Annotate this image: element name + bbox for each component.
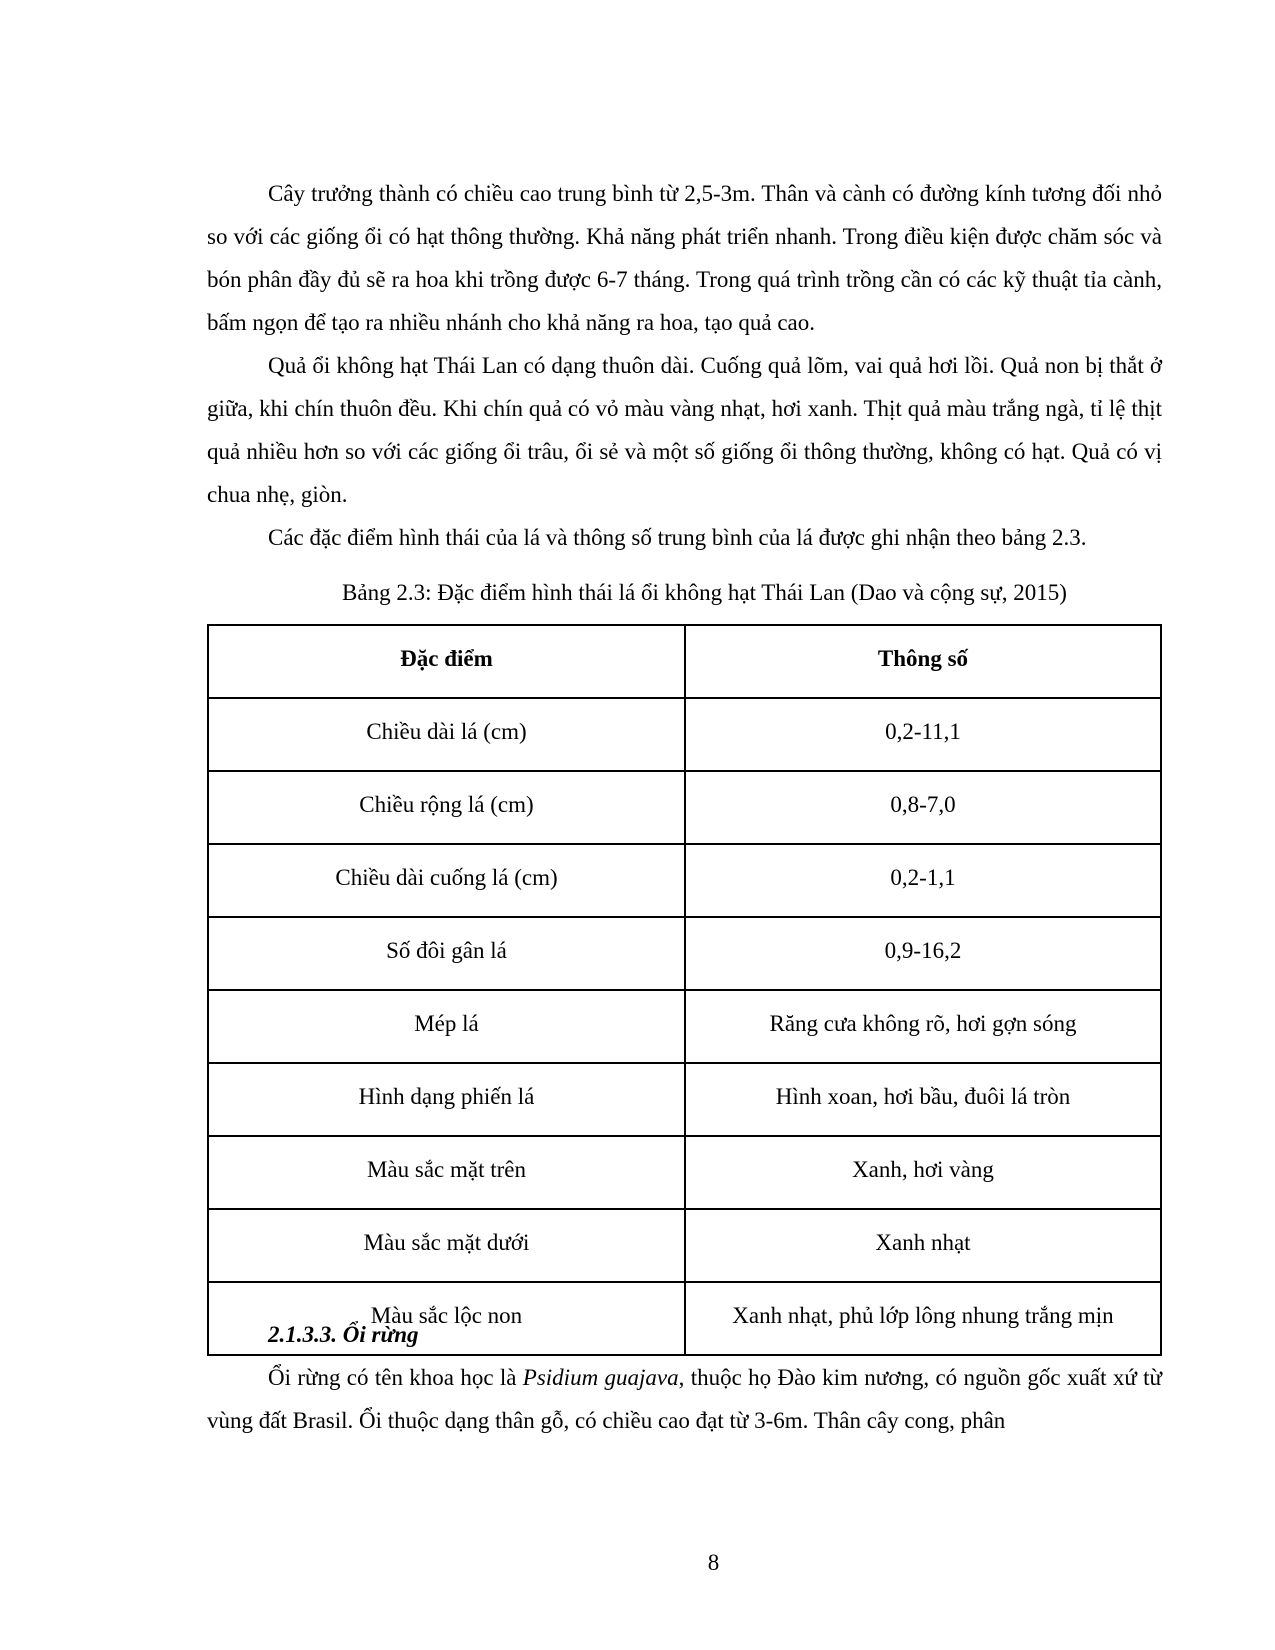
cell-characteristic: Màu sắc lộc non	[208, 1282, 685, 1355]
leaf-characteristics-table	[207, 624, 1162, 1356]
cell-parameter: Xanh nhạt	[685, 1209, 1161, 1282]
cell-parameter: 0,2-11,1	[685, 698, 1161, 771]
table-row	[208, 771, 1161, 844]
cell-parameter: Răng cưa không rõ, hơi gợn sóng	[685, 990, 1161, 1063]
paragraph-fruit-description: Quả ổi không hạt Thái Lan có dạng thuôn dài. Cuống quả lõm, vai quả hơi lồi. Quả non bị thắt ở giữa, khi chín thuôn đều. Khi chín quả có vỏ màu vàng nhạt, hơi xanh. Thịt quả màu trắng ngà, tỉ lệ thịt quả nhiều hơn so với các giống ổi trâu, ổi sẻ và một số giống ổi thông thường, không có hạt. Quả có vị chua nhẹ, giòn.	[207, 353, 1162, 507]
section-heading: 2.1.3.3. Ổi rừng	[268, 1322, 419, 1347]
cell-characteristic: Màu sắc mặt trên	[208, 1136, 685, 1209]
scientific-name: Psidium guajava	[522, 1365, 679, 1390]
column-header-parameter: Thông số	[685, 625, 1161, 698]
cell-parameter: 0,2-1,1	[685, 844, 1161, 917]
cell-characteristic: Mép lá	[208, 990, 685, 1063]
table-caption: Bảng 2.3: Đặc điểm hình thái lá ổi không hạt Thái Lan (Dao và cộng sự, 2015)	[342, 580, 1067, 605]
cell-parameter: Hình xoan, hơi bầu, đuôi lá tròn	[685, 1063, 1161, 1136]
cell-characteristic: Chiều dài lá (cm)	[208, 698, 685, 771]
cell-characteristic: Hình dạng phiến lá	[208, 1063, 685, 1136]
table-row	[208, 1063, 1161, 1136]
cell-parameter: 0,9-16,2	[685, 917, 1161, 990]
page-number: 8	[707, 1550, 720, 1575]
table-row	[208, 917, 1161, 990]
cell-parameter: 0,8-7,0	[685, 771, 1161, 844]
cell-characteristic: Chiều dài cuống lá (cm)	[208, 844, 685, 917]
cell-parameter: Xanh nhạt, phủ lớp lông nhung trắng mịn	[685, 1282, 1161, 1355]
cell-characteristic: Chiều rộng lá (cm)	[208, 771, 685, 844]
cell-parameter: Xanh, hơi vàng	[685, 1136, 1161, 1209]
column-header-characteristic: Đặc điểm	[208, 625, 685, 698]
paragraph-wild-guava: Ổi rừng có tên khoa học là Psidium guajava, thuộc họ Đào kim nương, có nguồn gốc xuất xứ từ vùng đất Brasil. Ổi thuộc dạng thân gỗ, có chiều cao đạt từ 3-6m. Thân cây cong, phân	[207, 1365, 1162, 1433]
table-row	[208, 844, 1161, 917]
table-row	[208, 698, 1161, 771]
cell-characteristic: Số đôi gân lá	[208, 917, 685, 990]
table-header-row	[208, 625, 1161, 698]
cell-characteristic: Màu sắc mặt dưới	[208, 1209, 685, 1282]
table-row	[208, 990, 1161, 1063]
paragraph-tree-description: Cây trưởng thành có chiều cao trung bình từ 2,5-3m. Thân và cành có đường kính tương đối nhỏ so với các giống ổi có hạt thông thường. Khả năng phát triển nhanh. Trong điều kiện được chăm sóc và bón phân đầy đủ sẽ ra hoa khi trồng được 6-7 tháng. Trong quá trình trồng cần có các kỹ thuật tỉa cành, bấm ngọn để tạo ra nhiều nhánh cho khả năng ra hoa, tạo quả cao.	[207, 181, 1162, 335]
paragraph-table-intro: Các đặc điểm hình thái của lá và thông số trung bình của lá được ghi nhận theo bảng 2.3.	[268, 525, 1087, 550]
table-row	[208, 1209, 1161, 1282]
table-row	[208, 1136, 1161, 1209]
